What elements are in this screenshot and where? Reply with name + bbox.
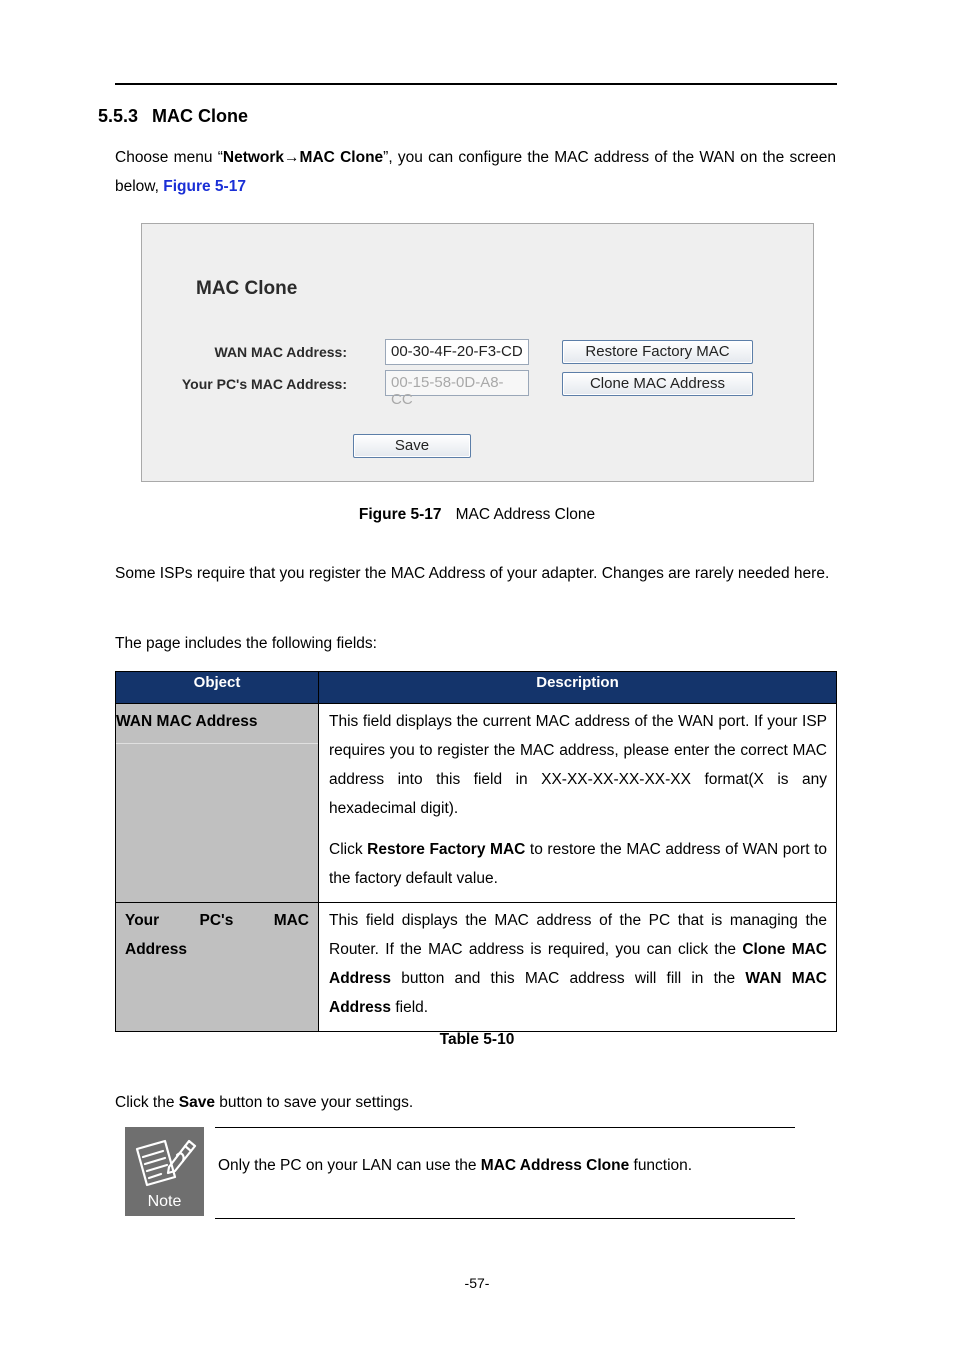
header-description: Description [319,672,837,704]
save-button[interactable]: Save [353,434,471,458]
menu-arrow: → [284,149,300,166]
note-bottom-rule [215,1218,795,1219]
desc-bold: Restore Factory MAC [367,841,526,858]
desc-bold-1: Clone MAC Address [329,941,827,987]
table-row [116,704,837,903]
object-name [116,707,318,744]
description-text-2 [329,835,827,893]
description-cell [319,704,837,903]
object-cell [116,903,319,1032]
notepad-pen-icon [125,1127,204,1197]
section-heading [98,106,248,127]
note-top-rule [215,1127,795,1128]
object-cell [116,704,319,903]
intro-paragraph [115,143,836,201]
mac-clone-screenshot [141,223,814,482]
save-bold: Save [178,1094,215,1111]
panel-title: MAC Clone [196,278,298,299]
note-bold: MAC Address Clone [480,1157,630,1174]
intro-middle: ”, you can configure the MAC address of the WAN on the screen below, [115,149,836,195]
object-text: WAN MAC Address [116,713,258,730]
save-post: button to save your settings. [214,1094,414,1111]
save-paragraph [115,1088,836,1117]
note-text [218,1157,692,1175]
description-text: This field displays the current MAC address of the WAN port. If your ISP requires you to register the MAC address, please enter the correct MAC address into this field in XX-XX-XX-XX-XX-XX format(X is any hexadecimal digit). [329,713,827,817]
save-pre: Click the [115,1094,179,1111]
header-rule [115,83,837,85]
note-label: Note [147,1193,182,1210]
object-line-2: Address [125,941,188,958]
wan-mac-label: WAN MAC Address: [214,344,347,360]
figure-link[interactable]: Figure 5-17 [163,178,246,195]
table-row [116,903,837,1032]
note-icon [125,1127,204,1216]
desc-pre: Click [329,841,368,858]
menu-mac-clone: MAC Clone [299,149,384,166]
page-number: -57- [464,1275,490,1291]
figure-title: MAC Address Clone [455,506,596,523]
intro-prefix: Choose menu “ [115,149,223,166]
figure-number: Figure 5-17 [358,506,442,523]
desc-pre: This field displays the MAC address of the PC that is managing the Router. If the MAC address is required, you can click the [329,912,827,958]
clone-mac-address-button[interactable]: Clone MAC Address [562,372,753,396]
note-pre: Only the PC on your LAN can use the [218,1157,481,1174]
table-header-row [116,672,837,704]
pc-mac-input: 00-15-58-0D-A8-CC [385,370,529,396]
menu-network: Network [222,149,285,166]
header-object: Object [116,672,319,704]
figure-caption [0,506,954,524]
object-line-1: Your PC's MAC [125,912,309,929]
isp-paragraph: Some ISPs require that you register the MAC Address of your adapter. Changes are rarely needed here. [115,565,830,582]
desc-mid: button and this MAC address will fill in the [391,970,746,987]
wan-mac-input[interactable]: 00-30-4F-20-F3-CD [385,339,529,365]
fields-table [115,671,837,1032]
desc-post: to restore the MAC address of WAN port to the factory default value. [329,841,828,887]
description-text [329,906,827,1022]
section-title: MAC Clone [152,106,249,126]
fields-intro: The page includes the following fields: [115,635,377,652]
restore-factory-mac-button[interactable]: Restore Factory MAC [562,340,753,364]
desc-post: field. [391,999,429,1016]
pc-mac-label: Your PC's MAC Address: [181,376,347,392]
section-number: 5.5.3 [98,106,139,126]
note-post: function. [629,1157,693,1174]
table-caption: Table 5-10 [439,1031,515,1048]
description-cell [319,903,837,1032]
desc-bold-2: WAN MAC Address [329,970,827,1016]
